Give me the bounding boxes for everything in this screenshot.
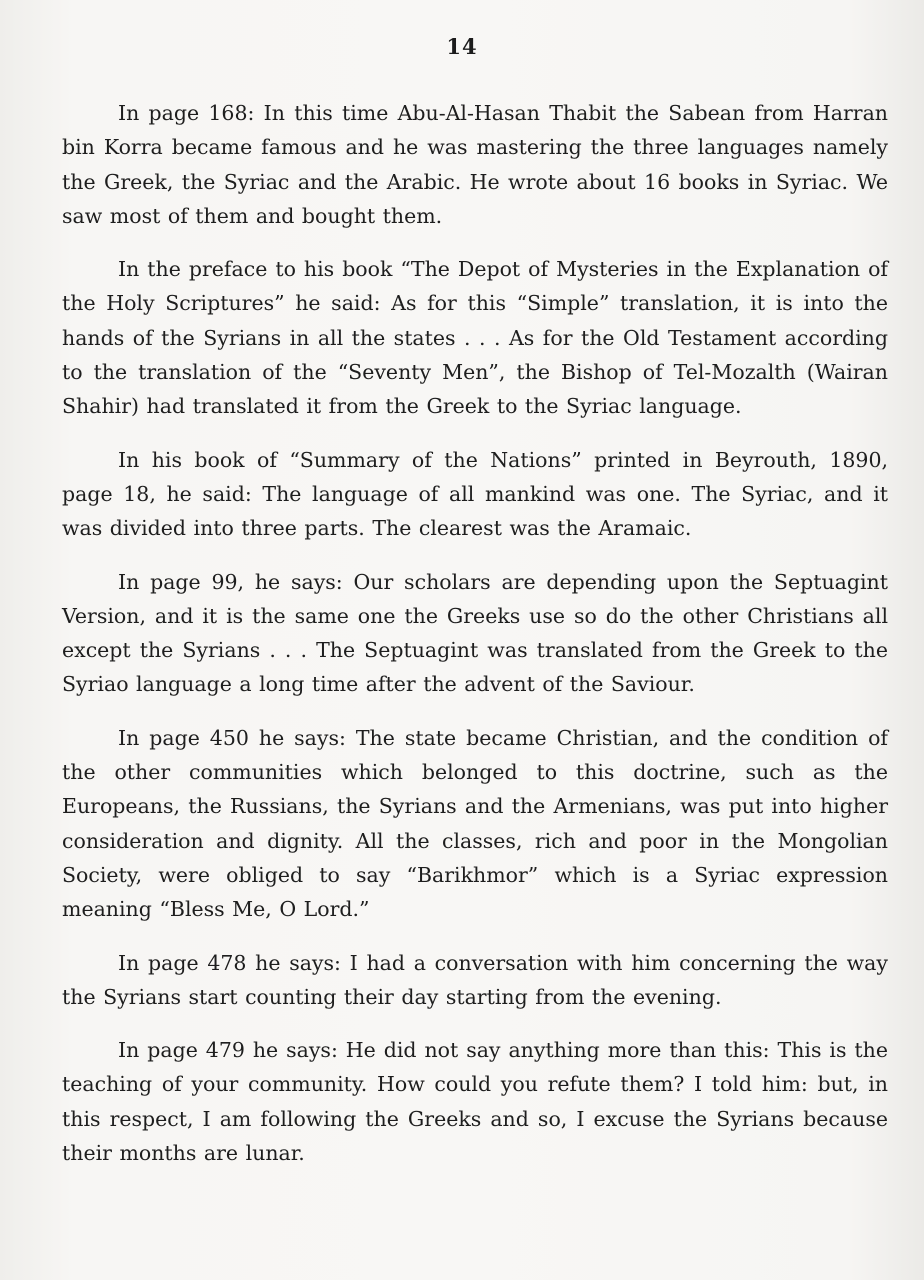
page-number: 14 xyxy=(446,34,478,59)
paragraph-page-450: In page 450 he says: The state became Christian, and the condition of the other communities which belonged to this doctrine, such as the Europeans, the Russians, the Syrians and the Armenians, was put into higher consideration and dignity. All the classes, rich and poor in the Mongolian Society, were obliged to say “Barikhmor” which is a Syriac expression meaning “Bless Me, O Lord.” xyxy=(62,725,888,922)
page-body xyxy=(62,96,888,1170)
paragraph-summary-of-nations: In his book of “Summary of the Nations” printed in Beyrouth, 1890, page 18, he said: The language of all mankind was one. The Syriac, and it was divided into three parts. The clearest was the Aramaic. xyxy=(62,447,888,541)
paragraph-preface-depot-of-mysteries: In the preface to his book “The Depot of Mysteries in the Explanation of the Holy Scriptures” he said: As for this “Simple” translation, it is into the hands of the Syrians in all the states . . . As for the Old Testament according to the translation of the “Seventy Men”, the Bishop of Tel-Mozalth (Wairan Shahir) had translated it from the Greek to the Syriac language. xyxy=(62,257,888,419)
paragraph-page-168: In page 168: In this time Abu-Al-Hasan Thabit the Sabean from Harran bin Korra became famous and he was mastering the three languages namely the Greek, the Syriac and the Arabic. He wrote about 16 books in Syriac. We saw most of them and bought them. xyxy=(62,101,888,228)
paragraph-page-479: In page 479 he says: He did not say anything more than this: This is the teaching of your community. How could you refute them? I told him: but, in this respect, I am following the Greeks and so, I excuse the Syrians because their months are lunar. xyxy=(62,1038,888,1166)
paragraph-page-99: In page 99, he says: Our scholars are depending upon the Septuagint Version, and it is the same one the Greeks use so do the other Christians all except the Syrians . . . The Septuagint was translated from the Greek to the Syriao language a long time after the advent of the Saviour. xyxy=(62,569,888,697)
paragraph-page-478: In page 478 he says: I had a conversation with him concerning the way the Syrians start counting their day starting from the evening. xyxy=(62,950,888,1009)
